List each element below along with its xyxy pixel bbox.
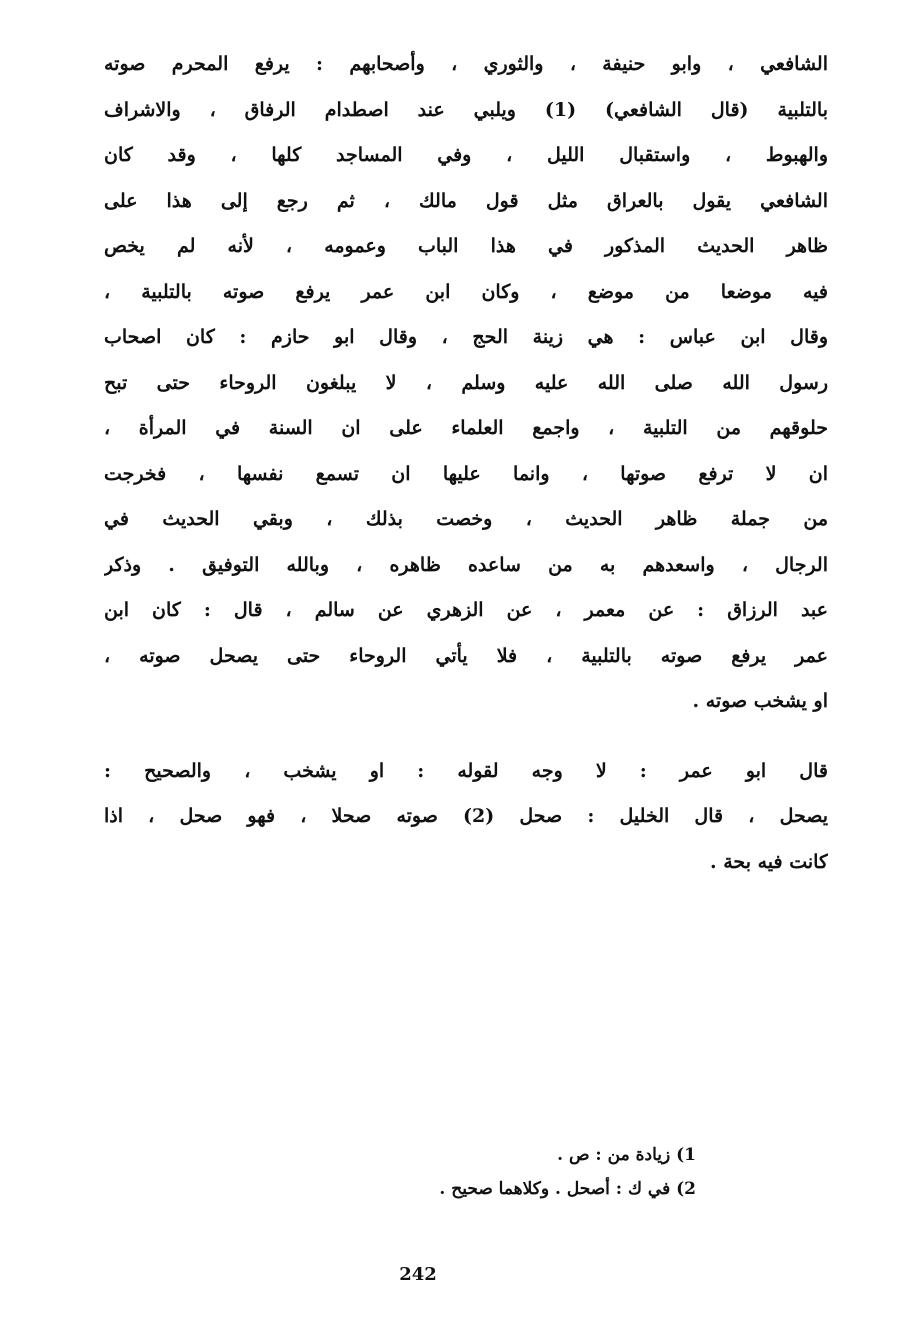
text-line: ان لا ترفع صوتها ، وانما عليها ان تسمع نفسها ، فخرجت: [104, 462, 828, 485]
text-line: يصحل ، قال الخليل : صحل (2) صوته صحلا ، فهو صحل ، اذا: [104, 805, 828, 827]
text-line: عمر يرفع صوته بالتلبية ، فلا يأتي الروحاء حتى يصحل صوته ،: [104, 644, 828, 667]
text-line: ظاهر الحديث المذكور في هذا الباب وعمومه ، لأنه لم يخص: [104, 235, 828, 257]
text-line: قال ابو عمر : لا وجه لقوله : او يشخب ، والصحيح :: [104, 759, 828, 782]
paragraph-1: [104, 42, 828, 725]
text-line: وقال ابن عباس : هي زينة الحج ، وقال ابو حازم : كان اصحاب: [104, 326, 828, 348]
text-line: او يشخب صوته .: [692, 690, 828, 712]
footnote-2: 2) في ك : أصحل . وكلاهما صحيح .: [439, 1179, 696, 1199]
text-line: الرجال ، واسعدهم به من ساعده ظاهره ، وبالله التوفيق . وذكر: [104, 553, 828, 576]
text-line: حلوقهم من التلبية ، واجمع العلماء على ان السنة في المرأة ،: [104, 417, 828, 439]
page-number: 242: [399, 1264, 437, 1285]
footnote-1: 1) زيادة من : ص .: [557, 1145, 696, 1165]
text-line: الشافعي ، وابو حنيفة ، والثوري ، وأصحابهم : يرفع المحرم صوته: [104, 53, 828, 75]
text-line: الشافعي يقول بالعراق مثل قول مالك ، ثم رجع إلى هذا على: [104, 189, 828, 212]
main-text: [104, 42, 828, 885]
text-line: رسول الله صلى الله عليه وسلم ، لا يبلغون الروحاء حتى تبح: [104, 371, 828, 394]
text-line: من جملة ظاهر الحديث ، وخصت بذلك ، وبقي الحديث في: [104, 508, 828, 530]
text-line: فيه موضعا من موضع ، وكان ابن عمر يرفع صوته بالتلبية ،: [104, 280, 828, 303]
footnotes: [340, 1138, 696, 1206]
text-line: بالتلبية (قال الشافعي) (1) ويلبي عند اصطدام الرفاق ، والاشراف: [104, 98, 828, 121]
text-line: والهبوط ، واستقبال الليل ، وفي المساجد كلها ، وقد كان: [104, 144, 828, 166]
text-line: عبد الرزاق : عن معمر ، عن الزهري عن سالم ، قال : كان ابن: [104, 599, 828, 621]
text-line: كانت فيه بحة .: [710, 850, 828, 873]
paragraph-2: [104, 749, 828, 886]
